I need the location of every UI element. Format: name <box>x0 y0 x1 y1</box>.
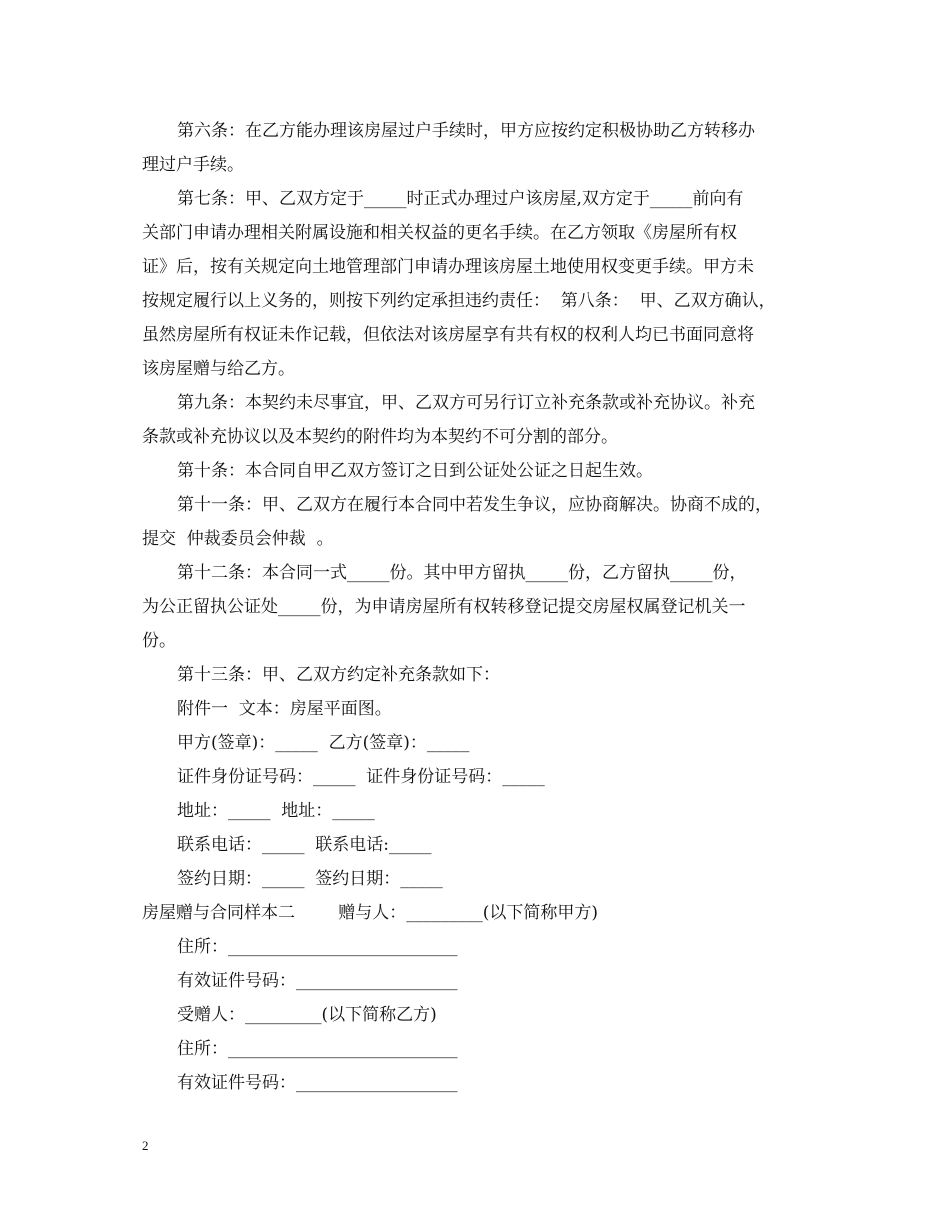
text-line: 份。 <box>142 631 176 651</box>
text-line: 条款或补充协议以及本契约的附件均为本契约不可分割的部分。 <box>142 427 618 447</box>
text-line: 联系电话：_____ 联系电话:_____ <box>177 835 432 855</box>
text-line: 关部门申请办理相关附属设施和相关权益的更名手续。在乙方领取《房屋所有权 <box>142 223 737 243</box>
text-line: 证》后，按有关规定向土地管理部门申请办理该房屋土地使用权变更手续。甲方未 <box>142 257 754 277</box>
text-line: 签约日期：_____ 签约日期：_____ <box>177 869 443 889</box>
text-line: 理过户手续。 <box>142 155 244 175</box>
text-line: 该房屋赠与给乙方。 <box>142 359 295 379</box>
text-line: 第十三条：甲、乙双方约定补充条款如下： <box>177 665 500 685</box>
text-line: 第六条：在乙方能办理该房屋过户手续时，甲方应按约定积极协助乙方转移办 <box>177 121 755 141</box>
text-line: 虽然房屋所有权证未作记载，但依法对该房屋享有共有权的权利人均已书面同意将 <box>142 325 754 345</box>
text-line: 证件身份证号码：_____ 证件身份证号码：_____ <box>177 767 545 787</box>
text-line: 受赠人：_________(以下简称乙方) <box>177 1005 437 1025</box>
text-line: 第七条：甲、乙双方定于_____时正式办理过户该房屋,双方定于_____前向有 <box>177 189 744 209</box>
text-line: 房屋赠与合同样本二 赠与人：_________(以下简称甲方) <box>142 903 598 923</box>
text-line: 住所：___________________________ <box>177 937 458 957</box>
text-line: 第十条：本合同自甲乙双方签订之日到公证处公证之日起生效。 <box>177 461 653 481</box>
text-line: 附件一 文本：房屋平面图。 <box>177 699 392 719</box>
text-line: 按规定履行以上义务的，则按下列约定承担违约责任： 第八条： 甲、乙双方确认， <box>142 291 776 311</box>
text-line: 第九条：本契约未尽事宜，甲、乙双方可另行订立补充条款或补充协议。补充 <box>177 393 755 413</box>
text-line: 有效证件号码：___________________ <box>177 971 458 991</box>
text-line: 有效证件号码：___________________ <box>177 1073 458 1093</box>
text-line: 地址：_____ 地址：_____ <box>177 801 375 821</box>
page-number: 2 <box>142 1138 149 1153</box>
text-line: 第十一条：甲、乙双方在履行本合同中若发生争议，应协商解决。协商不成的， <box>177 495 772 515</box>
text-line: 为公正留执公证处_____份，为申请房屋所有权转移登记提交房屋权属登记机关一 <box>142 597 746 617</box>
text-line: 第十二条：本合同一式_____份。其中甲方留执_____份，乙方留执_____份， <box>177 563 747 583</box>
text-line: 提交 仲裁委员会仲裁 。 <box>142 529 334 549</box>
text-line: 住所：___________________________ <box>177 1039 458 1059</box>
text-line: 甲方(签章)：_____ 乙方(签章)：_____ <box>177 733 470 753</box>
